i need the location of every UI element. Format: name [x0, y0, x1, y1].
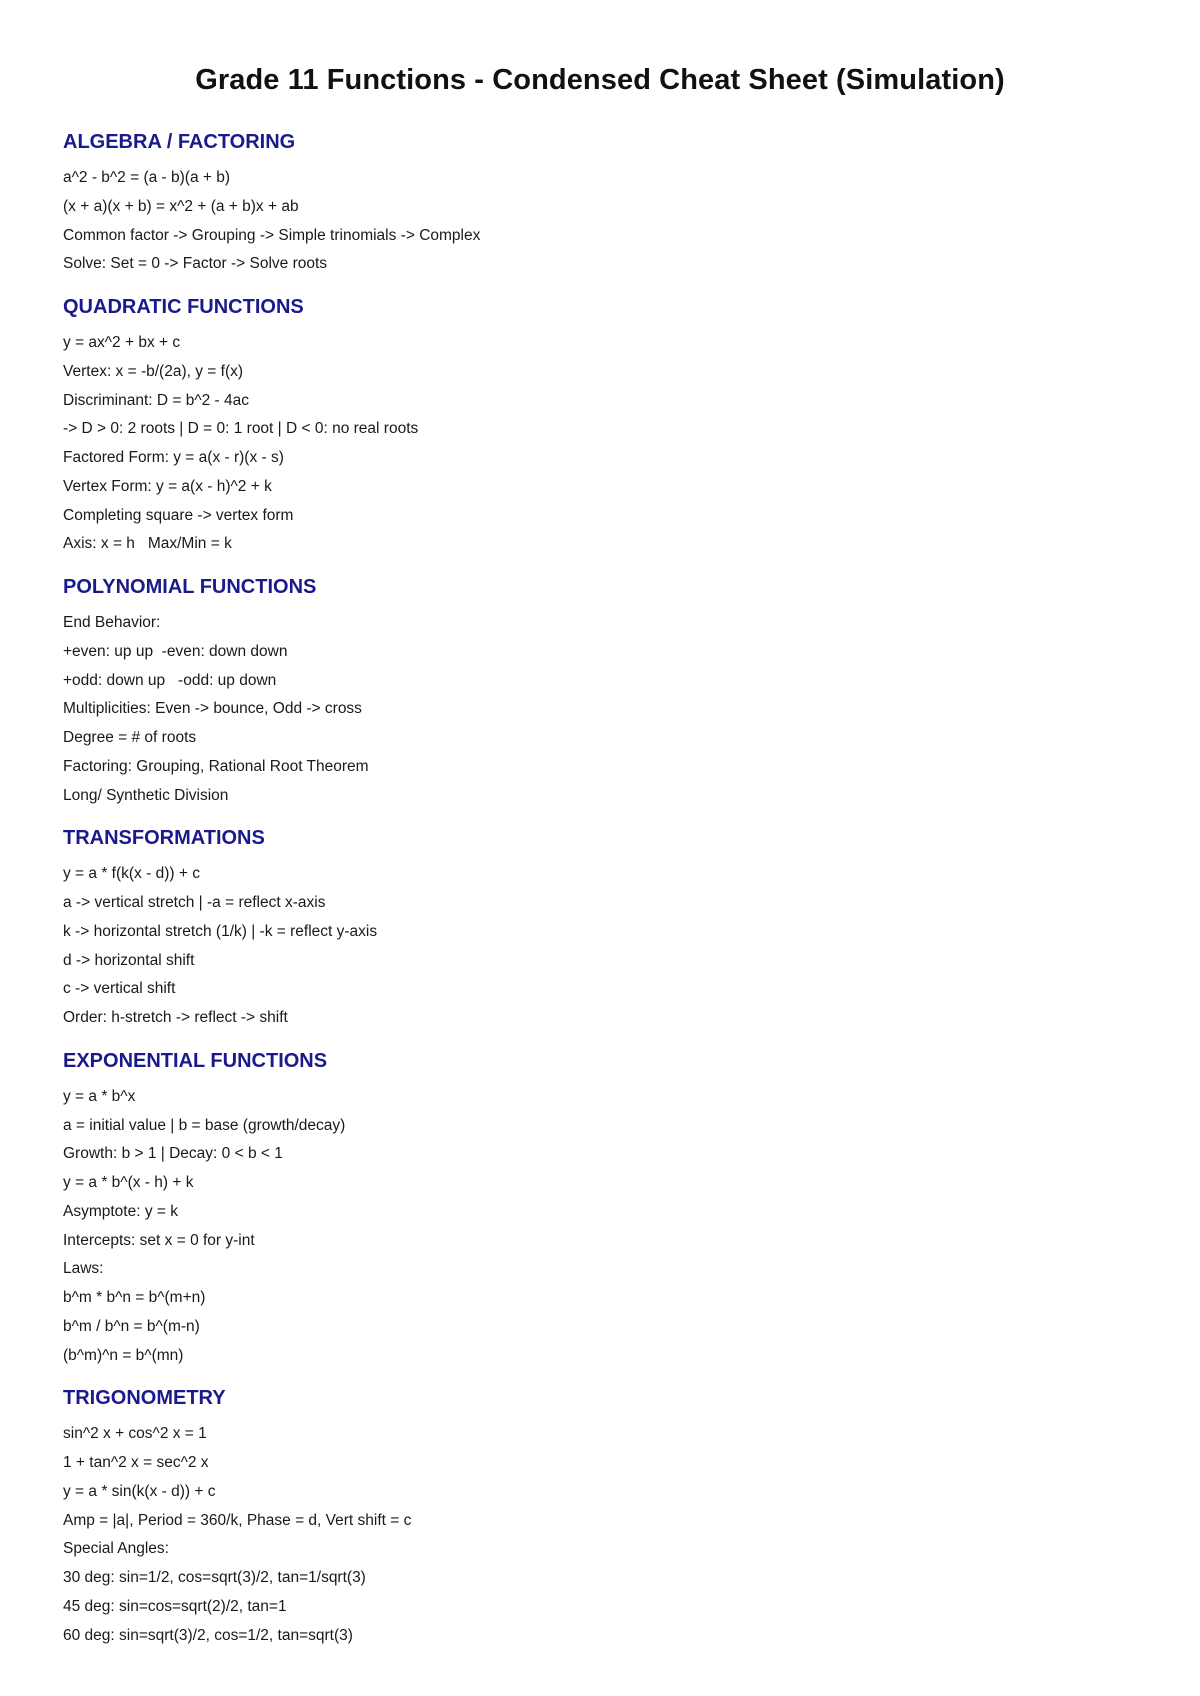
section-heading: POLYNOMIAL FUNCTIONS — [63, 576, 317, 598]
section-exponential-functions — [63, 1049, 1143, 1371]
formula-line: b^m * b^n = b^(m+n) — [63, 1289, 206, 1306]
formula-line: 45 deg: sin=cos=sqrt(2)/2, tan=1 — [63, 1597, 287, 1615]
section-heading: QUADRATIC FUNCTIONS — [63, 296, 304, 318]
formula-line: y = ax^2 + bx + c — [63, 334, 181, 351]
formula-line: c -> vertical shift — [63, 980, 176, 998]
formula-line: +even: up up -even: down down — [63, 642, 288, 660]
formula-line: y = a * sin(k(x - d)) + c — [63, 1482, 216, 1500]
formula-line: y = a * b^(x - h) + k — [63, 1174, 194, 1191]
section-transformations — [63, 826, 1143, 1033]
formula-line: Completing square -> vertex form — [63, 506, 294, 524]
formula-line: 1 + tan^2 x = sec^2 x — [63, 1454, 209, 1471]
formula-line: a = initial value | b = base (growth/decay) — [63, 1116, 346, 1134]
formula-line: -> D > 0: 2 roots | D = 0: 1 root | D < 0: no real roots — [63, 420, 419, 438]
formula-line: Vertex Form: y = a(x - h)^2 + k — [63, 477, 272, 495]
formula-line: Common factor -> Grouping -> Simple trinomials -> Complex — [63, 226, 481, 244]
section-heading: EXPONENTIAL FUNCTIONS — [63, 1049, 328, 1072]
formula-line: Laws: — [63, 1260, 104, 1278]
section-trigonometry — [63, 1386, 1143, 1650]
formula-line: y = a * b^x — [63, 1087, 136, 1105]
section-quadratic-functions — [63, 295, 1143, 559]
formula-line: Multiplicities: Even -> bounce, Odd -> cross — [63, 700, 362, 718]
formula-line: b^m / b^n = b^(m-n) — [63, 1317, 200, 1335]
section-heading: ALGEBRA / FACTORING — [63, 131, 296, 153]
document-content — [63, 130, 1143, 1666]
formula-line: Degree = # of roots — [63, 729, 197, 746]
section-heading: TRANSFORMATIONS — [63, 827, 265, 850]
formula-line: d -> horizontal shift — [63, 951, 195, 969]
formula-line: Long/ Synthetic Division — [63, 786, 229, 804]
formula-line: a^2 - b^2 = (a - b)(a + b) — [63, 169, 231, 186]
formula-line: +odd: down up -odd: up down — [63, 671, 277, 689]
formula-line: Factored Form: y = a(x - r)(x - s) — [63, 449, 284, 466]
formula-line: sin^2 x + cos^2 x = 1 — [63, 1425, 207, 1443]
formula-line: y = a * f(k(x - d)) + c — [63, 865, 200, 883]
formula-line: End Behavior: — [63, 614, 161, 631]
formula-line: (x + a)(x + b) = x^2 + (a + b)x + ab — [63, 197, 299, 215]
formula-line: 30 deg: sin=1/2, cos=sqrt(3)/2, tan=1/sqrt(3) — [63, 1569, 366, 1586]
formula-line: Special Angles: — [63, 1540, 169, 1558]
formula-line: k -> horizontal stretch (1/k) | -k = reflect y-axis — [63, 922, 378, 940]
formula-line: Vertex: x = -b/(2a), y = f(x) — [63, 362, 244, 380]
formula-line: Asymptote: y = k — [63, 1202, 179, 1220]
formula-line: 60 deg: sin=sqrt(3)/2, cos=1/2, tan=sqrt(3) — [63, 1626, 353, 1644]
formula-line: Intercepts: set x = 0 for y-int — [63, 1231, 255, 1249]
formula-line: Amp = |a|, Period = 360/k, Phase = d, Vert shift = c — [63, 1511, 412, 1529]
document-title: Grade 11 Functions - Condensed Cheat Sheet (Simulation) — [195, 64, 1005, 96]
formula-line: Axis: x = h Max/Min = k — [63, 535, 232, 553]
formula-line: (b^m)^n = b^(mn) — [63, 1346, 184, 1364]
section-algebra-factoring — [63, 130, 1143, 279]
formula-line: Growth: b > 1 | Decay: 0 < b < 1 — [63, 1145, 283, 1163]
formula-line: a -> vertical stretch | -a = reflect x-axis — [63, 894, 326, 911]
formula-line: Factoring: Grouping, Rational Root Theorem — [63, 757, 369, 775]
section-polynomial-functions — [63, 575, 1143, 810]
formula-line: Order: h-stretch -> reflect -> shift — [63, 1009, 288, 1026]
formula-line: Solve: Set = 0 -> Factor -> Solve roots — [63, 255, 328, 273]
section-heading: TRIGONOMETRY — [63, 1387, 226, 1410]
formula-line: Discriminant: D = b^2 - 4ac — [63, 391, 250, 409]
